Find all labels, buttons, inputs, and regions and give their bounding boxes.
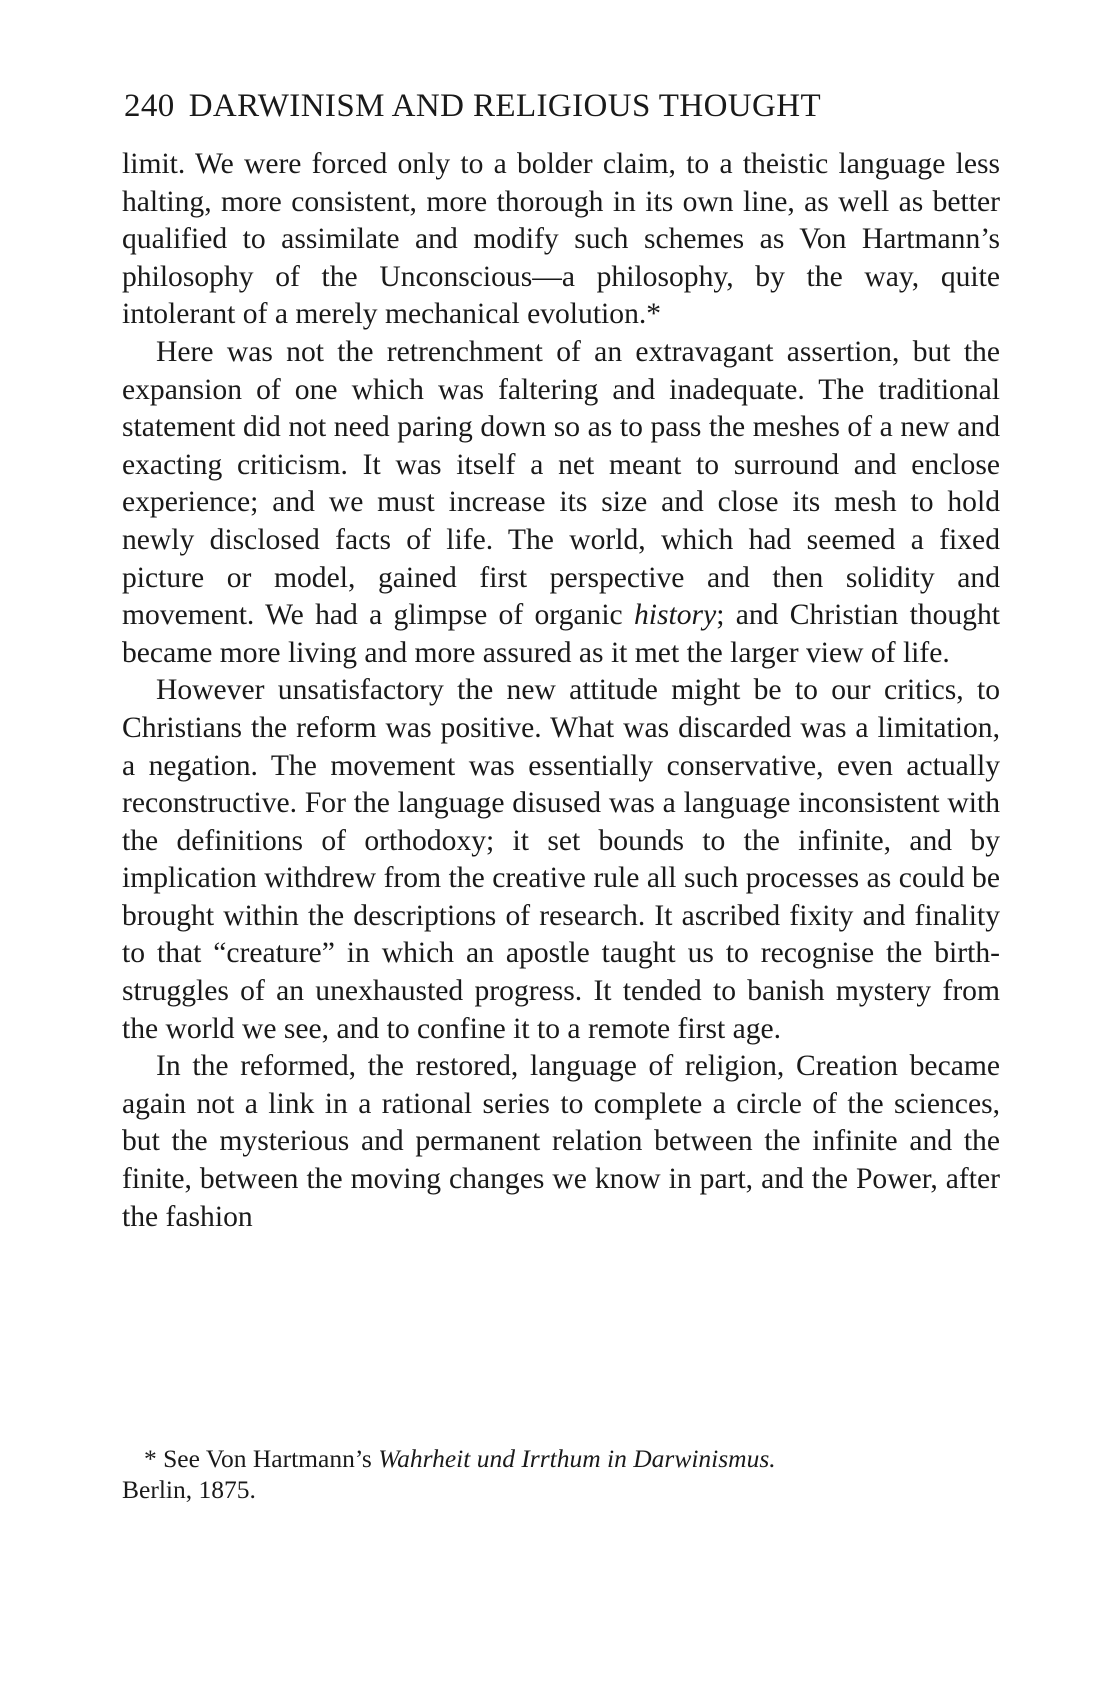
paragraph: However unsatisfactory the new attitude might be to our critics, to Christians the reform was positive. What was discarded was a limitation, a negation. The movement was essentially conservative, even actually reconstructive. For the language disused was a language inconsistent with the definitions of orthodoxy; it set bounds to the infinite, and by implication withdrew from the creative rule all such processes as could be brought within the descriptions of research. It ascribed fixity and finality to that “creature” in which an apostle taught us to recognise the birth-struggles of an unexhausted progress. It tended to banish mystery from the world we see, and to confine it to a remote first age. bbox=[122, 674, 1000, 1045]
footnote-line bbox=[122, 1443, 1000, 1474]
paragraph: In the reformed, the restored, language of religion, Creation became again not a link in a rational series to complete a circle of the sciences, but the mysterious and permanent relation between the infinite and the finite, between the moving changes we know in part, and the Power, after the fashion bbox=[122, 1050, 1000, 1233]
footnote-line: Berlin, 1875. bbox=[122, 1475, 256, 1504]
running-header bbox=[124, 86, 1004, 126]
page-number: 240 bbox=[124, 88, 175, 124]
italic-word: history bbox=[634, 599, 717, 632]
paragraph-text: Here was not the retrenchment of an extravagant assertion, but the expansion of one which was faltering and inadequate. The traditional statement did not need paring down so as to pass the meshes of a new and exacting criticism. It was itself a net meant to surround and enclose experience; and we must increase its size and close its mesh to hold newly disclosed facts of life. The world, which had seemed a fixed picture or model, gained first perspective and then solidity and movement. We had a glimpse of organic bbox=[122, 335, 1000, 632]
body-text bbox=[122, 146, 1000, 1236]
footnote-text: * See Von Hartmann’s bbox=[144, 1444, 379, 1473]
paragraph-text: ; and Christian thought became more living and more assured as it met the larger view of life. bbox=[122, 599, 1000, 669]
footnote-italic-title: Wahrheit und Irrthum in Darwinismus. bbox=[378, 1444, 776, 1473]
running-title: DARWINISM AND RELIGIOUS THOUGHT bbox=[188, 88, 822, 124]
footnote bbox=[122, 1443, 1000, 1505]
paragraph-continued: limit. We were forced only to a bolder claim, to a theistic language less halting, more consistent, more thorough in its own line, as well as better qualified to assimilate and modify such schemes as Von Hartmann’s philosophy of the Unconscious—a philosophy, by the way, quite intolerant of a merely mechanical evolution.* bbox=[122, 148, 1000, 331]
paragraph bbox=[122, 334, 1000, 672]
